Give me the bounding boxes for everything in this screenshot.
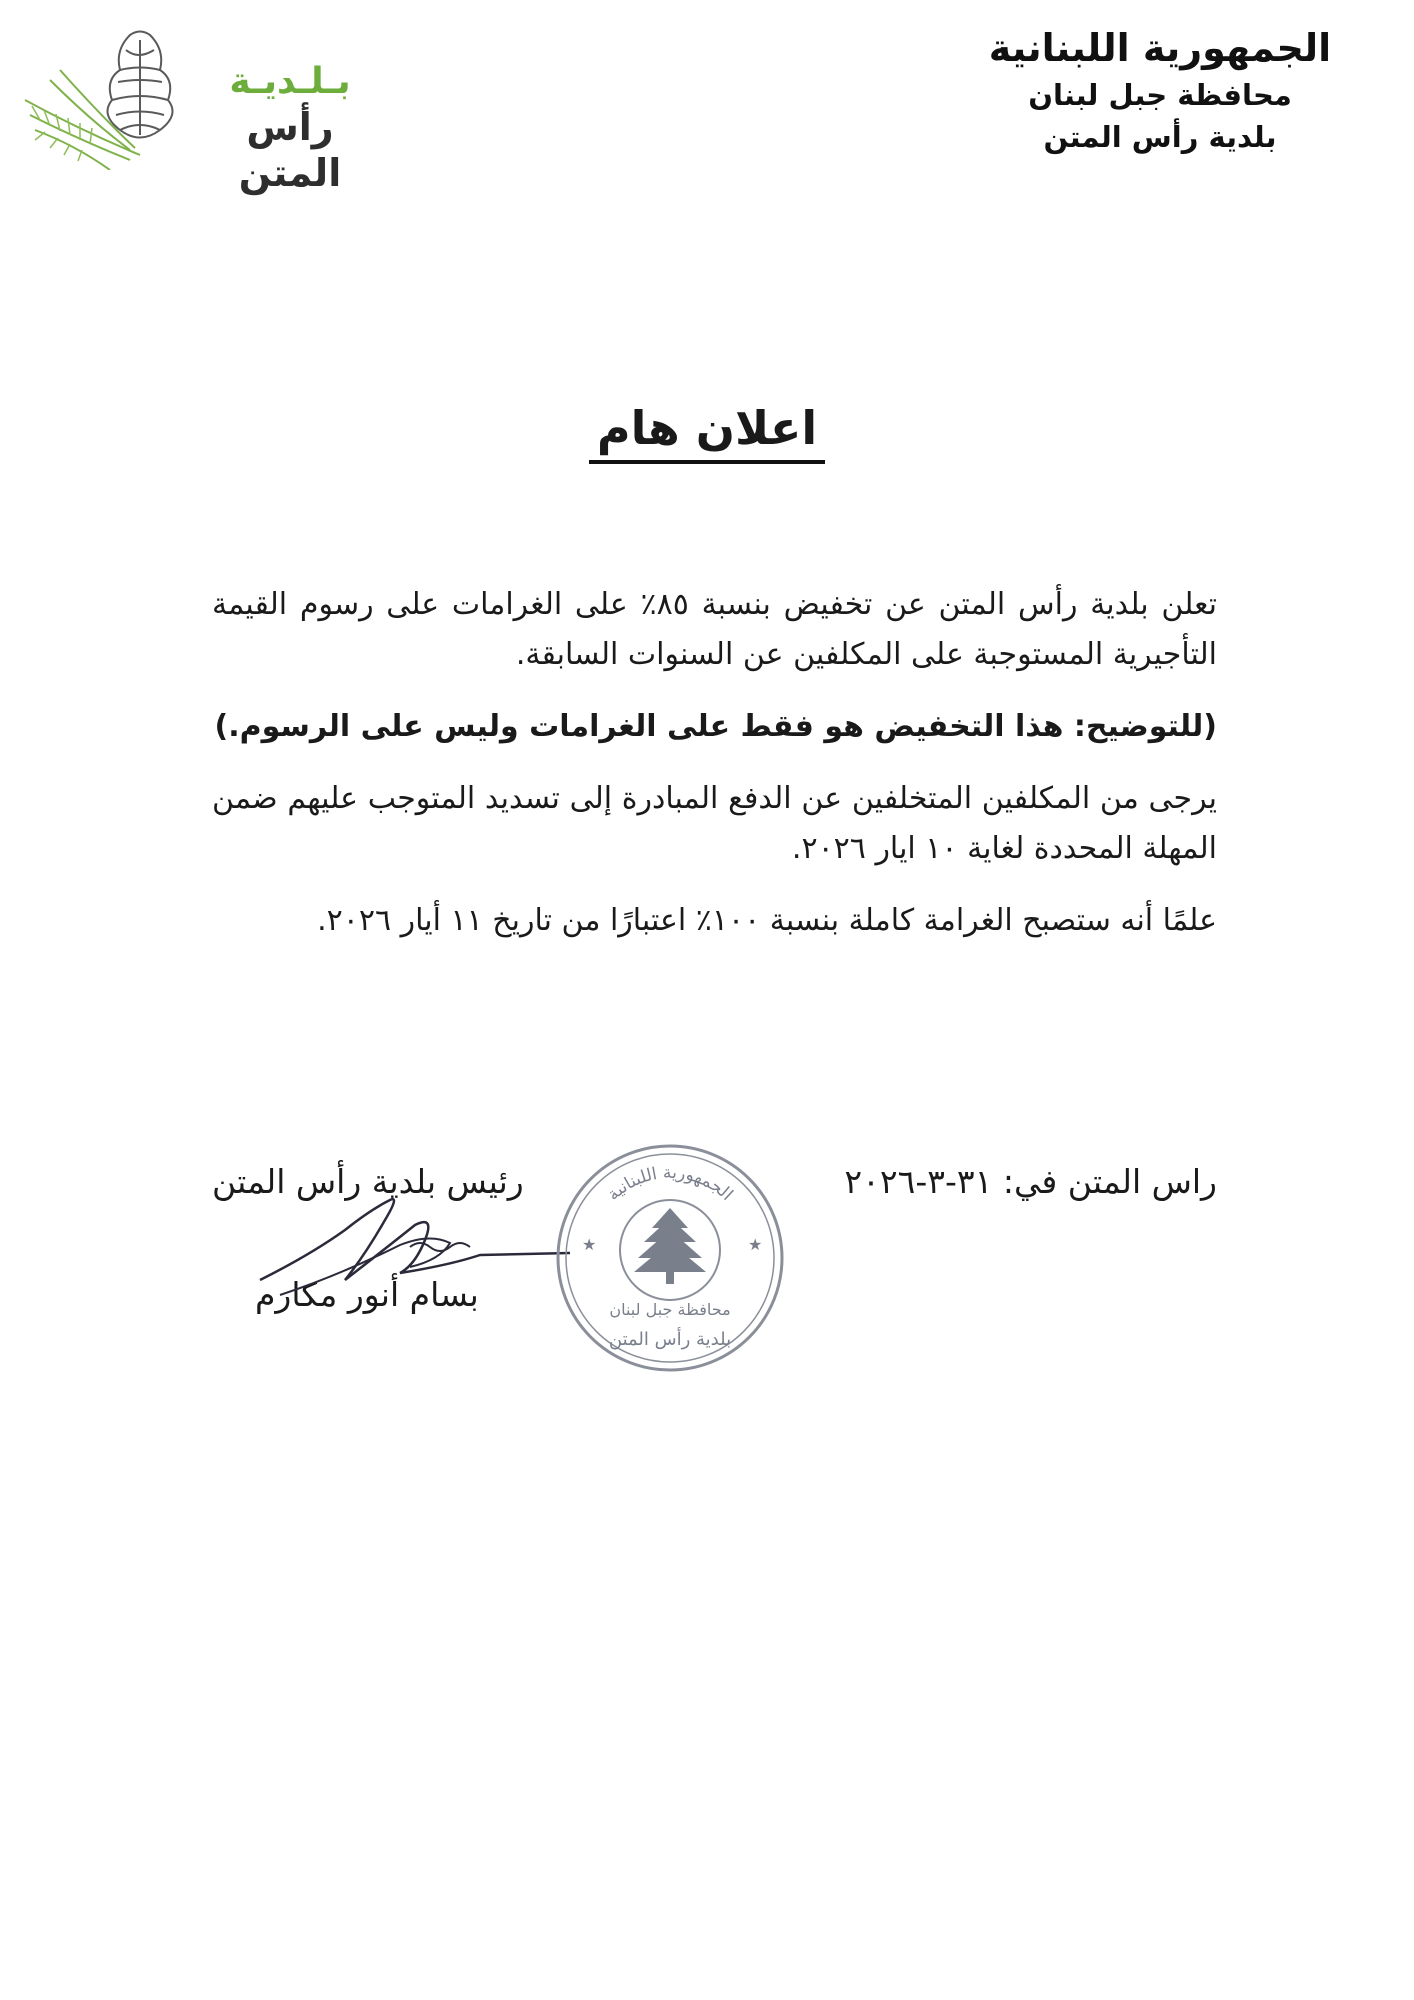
- place-date: راس المتن في: ٣١-٣-٢٠٢٦: [844, 1162, 1217, 1201]
- paragraph-deadline: يرجى من المكلفين المتخلفين عن الدفع المبادرة إلى تسديد المتوجب عليهم ضمن المهلة المحددة لغاية ١٠ ايار ٢٠٢٦.: [212, 781, 1217, 866]
- letterhead-republic: الجمهورية اللبنانية: [988, 26, 1332, 70]
- pinecone-palm-icon: [20, 20, 200, 170]
- star-icon: ★: [582, 1235, 597, 1254]
- logo-line-1: بـلـديـة: [229, 61, 351, 102]
- cedar-icon: [634, 1208, 706, 1284]
- star-icon: ★: [748, 1235, 763, 1254]
- letterhead: [950, 22, 1370, 158]
- svg-text:الجمهورية اللبنانية: [604, 1163, 737, 1205]
- announcement-title: [0, 398, 1414, 464]
- mayor-title: رئيس بلدية رأس المتن: [212, 1162, 524, 1201]
- mayor-name: بسام أنور مكارم: [255, 1275, 479, 1314]
- stamp-bottom-text: بلدية رأس المتن: [608, 1329, 732, 1350]
- official-stamp: [552, 1140, 788, 1376]
- letterhead-municipality: بلدية رأس المتن: [1043, 120, 1277, 154]
- logo-line-2: رأس المتن: [238, 105, 342, 195]
- logo-wordmark: [195, 60, 385, 196]
- signature-icon: [250, 1185, 580, 1305]
- letterhead-governorate: محافظة جبل لبنان: [1028, 78, 1292, 112]
- stamp-middle-text: محافظة جبل لبنان: [609, 1300, 731, 1319]
- paragraph-clarification: (للتوضيح: هذا التخفيض هو فقط على الغرامات وليس على الرسوم.): [214, 709, 1217, 744]
- paragraph-discount: تعلن بلدية رأس المتن عن تخفيض بنسبة ٨٥٪ على الغرامات على رسوم القيمة التأجيرية المستوجبة على المكلفين عن السنوات السابقة.: [212, 587, 1217, 672]
- announcement-body: [212, 580, 1217, 968]
- announcement-title-text: اعلان هام: [589, 398, 825, 464]
- municipality-logo: [20, 20, 380, 195]
- stamp-top-text: الجمهورية اللبنانية: [603, 1162, 737, 1205]
- paragraph-full-penalty: علمًا أنه ستصبح الغرامة كاملة بنسبة ١٠٠٪ اعتبارًا من تاريخ ١١ أيار ٢٠٢٦.: [317, 903, 1217, 938]
